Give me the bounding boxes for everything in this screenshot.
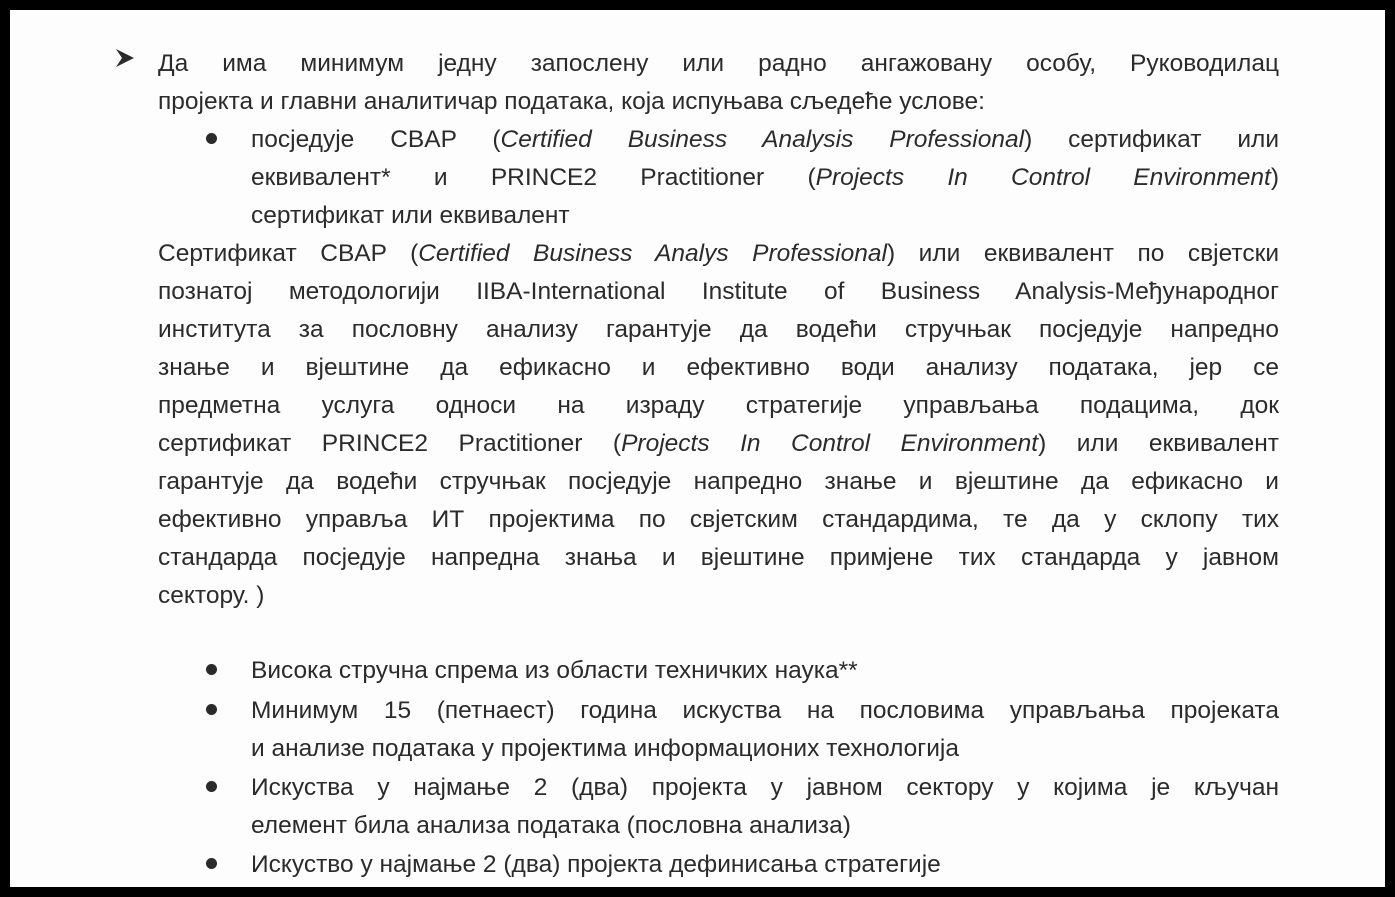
note-line-9: стандарда посједује напредна знања и вјештине примјене тих стандарда у јавном [158, 544, 1279, 571]
note-line-6: сертификат PRINCE2 Practitioner (Projects In Control Environment) или еквивалент [158, 430, 1279, 457]
note-line-4: знање и вјештине да ефикасно и ефективно води анализу података, јер се [158, 354, 1279, 381]
requirement-2-line-2: и анализе података у пројектима информационих технологија [251, 735, 959, 762]
bullet-dot-icon [206, 781, 217, 792]
requirement-2-line-1: Минимум 15 (петнаест) година искуства на пословима управљања пројеката [251, 697, 1279, 724]
bullet-dot-icon [206, 704, 217, 715]
document-page [10, 10, 1385, 887]
note-line-1: Сертификат CBAP (Certified Business Analys Professional) или еквивалент по свјетски [158, 240, 1279, 267]
arrow-bullet-icon [114, 46, 136, 70]
note-line-8: ефективно управља ИТ пројектима по свјетским стандардима, те да у склопу тих [158, 506, 1279, 533]
note-line-3: института за пословну анализу гарантује да водећи стручњак посједује напредно [158, 316, 1279, 343]
requirement-1-line-1: Висока стручна спрема из области техничких наука** [251, 657, 858, 684]
bullet-dot-icon [206, 858, 217, 869]
cert-line-1: посједује CBAP (Certified Business Analysis Professional) сертификат или [251, 126, 1280, 153]
note-line-5: предметна услуга односи на израду стратегије управљања подацима, док [158, 392, 1279, 419]
note-line-2: познатој методологији IIBA-International Institute of Business Analysis-Међународног [158, 278, 1279, 305]
note-line-10: сектору. ) [158, 582, 265, 609]
requirement-3-line-2: елемент била анализа података (пословна анализа) [251, 812, 851, 839]
requirement-3-line-1: Искуства у најмање 2 (два) пројекта у јавном сектору у којима је кључан [251, 774, 1279, 801]
requirement-4-line-1: Искуство у најмање 2 (два) пројекта дефинисања стратегије [251, 851, 941, 878]
bullet-dot-icon [206, 664, 217, 675]
cert-line-2: еквивалент* и PRINCE2 Practitioner (Projects In Control Environment) [251, 164, 1280, 191]
bullet-dot-icon [206, 133, 217, 144]
cert-line-3: сертификат или еквивалент [251, 202, 570, 229]
note-line-7: гарантује да водећи стручњак посједује напредно знање и вјештине да ефикасно и [158, 468, 1279, 495]
intro-line-2: пројекта и главни аналитичар података, која испуњава сљедеће услове: [158, 88, 985, 115]
intro-line-1: Да има минимум једну запослену или радно ангажовану особу, Руководилац [158, 50, 1279, 77]
